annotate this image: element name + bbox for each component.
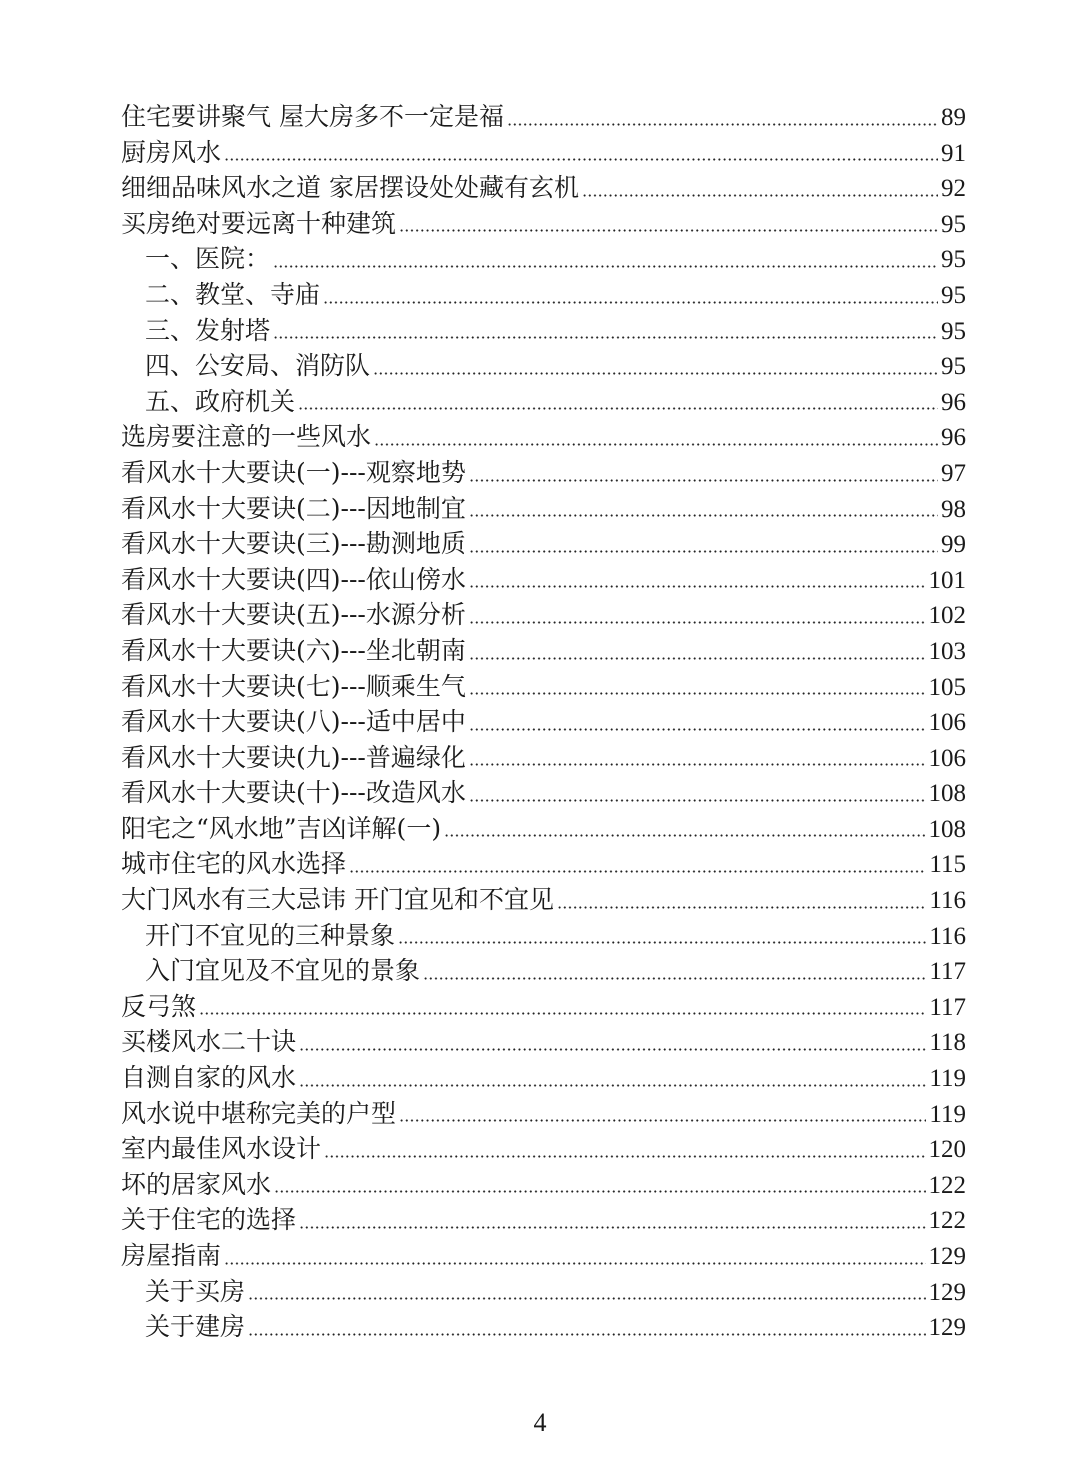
toc-dot-leader: [299, 1226, 925, 1229]
toc-dot-leader: [324, 1155, 925, 1158]
toc-entry-page: 108: [928, 780, 966, 808]
toc-dot-leader: [444, 834, 925, 837]
toc-entry: [121, 1274, 966, 1310]
toc-entry-page: 89: [941, 104, 966, 131]
toc-entry: [121, 953, 966, 989]
toc-entry-page: 129: [928, 1243, 966, 1270]
toc-dot-leader: [469, 763, 926, 766]
toc-entry-title: 五、政府机关: [145, 386, 296, 416]
toc-dot-leader: [399, 1119, 926, 1122]
toc-entry-page: 106: [928, 744, 966, 772]
toc-entry-page: 96: [941, 388, 966, 416]
toc-entry-page: 91: [941, 139, 966, 167]
toc-entry: [121, 1167, 966, 1203]
toc-entry-page: 118: [929, 1029, 966, 1057]
toc-entry-page: 95: [941, 353, 966, 381]
toc-dot-leader: [224, 158, 938, 161]
toc-entry-page: 105: [928, 673, 966, 701]
toc-entry-page: 120: [928, 1136, 966, 1164]
toc-entry-page: 122: [928, 1207, 966, 1235]
toc-entry-page: 98: [941, 495, 966, 523]
toc-dot-leader: [469, 621, 926, 624]
toc-entry-title: 一、医院：: [145, 244, 271, 274]
toc-entry-title: 城市住宅的风水选择: [121, 849, 347, 879]
toc-entry: [121, 846, 966, 882]
toc-entry-page: 122: [928, 1171, 966, 1199]
toc-dot-leader: [507, 123, 938, 126]
toc-entry: [121, 348, 966, 384]
toc-dot-leader: [469, 479, 938, 482]
toc-dot-leader: [582, 194, 938, 197]
toc-entry: [121, 277, 966, 313]
toc-dot-leader: [199, 1012, 926, 1015]
toc-entry-page: 116: [929, 922, 966, 950]
toc-entry-title: 开门不宜见的三种景象: [145, 920, 396, 950]
toc-dot-leader: [274, 1190, 925, 1193]
toc-entry-page: 129: [928, 1278, 966, 1306]
toc-entry-page: 129: [928, 1314, 966, 1342]
toc-dot-leader: [373, 372, 938, 375]
toc-entry-title: 反弓煞: [121, 991, 197, 1021]
toc-entry: [121, 918, 966, 954]
toc-entry-title: 看风水十大要诀(七)---顺乘生气: [121, 671, 466, 701]
toc-dot-leader: [469, 657, 926, 660]
toc-entry-title: 四、公安局、消防队: [145, 351, 371, 381]
toc-dot-leader: [248, 1333, 925, 1336]
toc-entry: [121, 740, 966, 776]
toc-entry-title: 大门风水有三大忌讳 开门宜见和不宜见: [121, 885, 554, 915]
toc-entry: [121, 1024, 966, 1060]
toc-dot-leader: [469, 585, 926, 588]
toc-entry: [121, 1202, 966, 1238]
toc-entry-page: 99: [941, 531, 966, 559]
toc-entry-page: 101: [928, 566, 966, 594]
toc-entry-title: 选房要注意的一些风水: [121, 422, 372, 452]
toc-entry-page: 117: [929, 993, 966, 1021]
toc-entry-title: 坏的居家风水: [121, 1169, 272, 1199]
toc-entry: [121, 633, 966, 669]
toc-dot-leader: [273, 265, 938, 268]
table-of-contents: [121, 99, 966, 1345]
toc-entry-page: 119: [929, 1100, 966, 1128]
toc-entry: [121, 241, 966, 277]
toc-entry-title: 二、教堂、寺庙: [145, 279, 321, 309]
toc-entry-title: 看风水十大要诀(一)---观察地势: [121, 457, 466, 487]
toc-dot-leader: [374, 443, 938, 446]
toc-entry-title: 看风水十大要诀(三)---勘测地质: [121, 529, 466, 559]
toc-entry-title: 关于建房: [145, 1312, 246, 1342]
toc-dot-leader: [298, 407, 938, 410]
toc-entry: [121, 99, 966, 135]
toc-dot-leader: [557, 906, 926, 909]
toc-entry-title: 看风水十大要诀(二)---因地制宜: [121, 493, 466, 523]
toc-entry-page: 95: [941, 317, 966, 345]
toc-entry-page: 115: [929, 851, 966, 879]
toc-dot-leader: [323, 301, 938, 304]
toc-entry-page: 116: [929, 887, 966, 915]
toc-entry: [121, 526, 966, 562]
toc-entry-page: 95: [941, 281, 966, 309]
toc-entry-page: 92: [941, 175, 966, 203]
toc-entry-page: 97: [941, 459, 966, 487]
toc-entry-page: 106: [928, 709, 966, 737]
toc-entry-title: 看风水十大要诀(六)---坐北朝南: [121, 635, 466, 665]
toc-entry: [121, 811, 966, 847]
toc-entry: [121, 170, 966, 206]
toc-entry: [121, 597, 966, 633]
toc-entry-page: 95: [941, 246, 966, 274]
toc-entry: [121, 491, 966, 527]
page-number: 4: [533, 1408, 547, 1437]
toc-entry-title: 关于住宅的选择: [121, 1205, 297, 1235]
toc-entry-title: 看风水十大要诀(九)---普遍绿化: [121, 742, 466, 772]
toc-dot-leader: [469, 799, 926, 802]
toc-entry-page: 102: [928, 602, 966, 630]
toc-dot-leader: [299, 1048, 926, 1051]
toc-dot-leader: [469, 514, 938, 517]
toc-dot-leader: [398, 941, 926, 944]
toc-entry: [121, 989, 966, 1025]
toc-entry-title: 入门宜见及不宜见的景象: [145, 956, 421, 986]
toc-entry-title: 细细品味风水之道 家居摆设处处藏有玄机: [121, 173, 579, 203]
toc-entry: [121, 206, 966, 242]
toc-entry: [121, 1096, 966, 1132]
toc-dot-leader: [349, 870, 926, 873]
toc-entry-title: 厨房风水: [121, 137, 222, 167]
toc-entry-title: 关于买房: [145, 1276, 246, 1306]
toc-dot-leader: [248, 1297, 925, 1300]
toc-entry-title: 看风水十大要诀(四)---依山傍水: [121, 564, 466, 594]
toc-dot-leader: [273, 336, 938, 339]
toc-entry: [121, 775, 966, 811]
toc-entry-page: 96: [941, 424, 966, 452]
toc-entry-title: 阳宅之“风水地”吉凶详解(一): [121, 813, 442, 843]
toc-entry-title: 看风水十大要诀(八)---适中居中: [121, 707, 466, 737]
toc-entry-title: 看风水十大要诀(十)---改造风水: [121, 778, 466, 808]
toc-entry: [121, 1238, 966, 1274]
toc-entry-title: 房屋指南: [121, 1241, 222, 1270]
toc-entry: [121, 384, 966, 420]
toc-dot-leader: [423, 977, 926, 980]
toc-entry: [121, 562, 966, 598]
toc-entry: [121, 455, 966, 491]
toc-entry: [121, 1060, 966, 1096]
toc-entry: [121, 419, 966, 455]
toc-entry-title: 住宅要讲聚气 屋大房多不一定是福: [121, 102, 504, 131]
toc-entry: [121, 313, 966, 349]
toc-dot-leader: [224, 1262, 925, 1265]
toc-entry: [121, 135, 966, 171]
toc-dot-leader: [469, 692, 926, 695]
toc-entry-title: 买楼风水二十诀: [121, 1027, 297, 1057]
toc-dot-leader: [469, 728, 926, 731]
toc-dot-leader: [299, 1084, 926, 1087]
toc-entry-page: 108: [928, 815, 966, 843]
toc-entry: [121, 1131, 966, 1167]
toc-entry-title: 买房绝对要远离十种建筑: [121, 208, 397, 238]
toc-entry-title: 风水说中堪称完美的户型: [121, 1098, 397, 1128]
toc-entry: [121, 704, 966, 740]
toc-dot-leader: [399, 229, 938, 232]
toc-entry-title: 三、发射塔: [145, 315, 271, 345]
toc-entry-page: 95: [941, 210, 966, 238]
toc-entry: [121, 669, 966, 705]
toc-entry-page: 117: [929, 958, 966, 986]
toc-entry-title: 室内最佳风水设计: [121, 1134, 322, 1164]
toc-entry-title: 自测自家的风水: [121, 1063, 297, 1093]
toc-dot-leader: [469, 550, 938, 553]
toc-entry: [121, 1309, 966, 1345]
toc-entry: [121, 882, 966, 918]
toc-entry-title: 看风水十大要诀(五)---水源分析: [121, 600, 466, 630]
toc-entry-page: 103: [928, 637, 966, 665]
toc-entry-page: 119: [929, 1065, 966, 1093]
